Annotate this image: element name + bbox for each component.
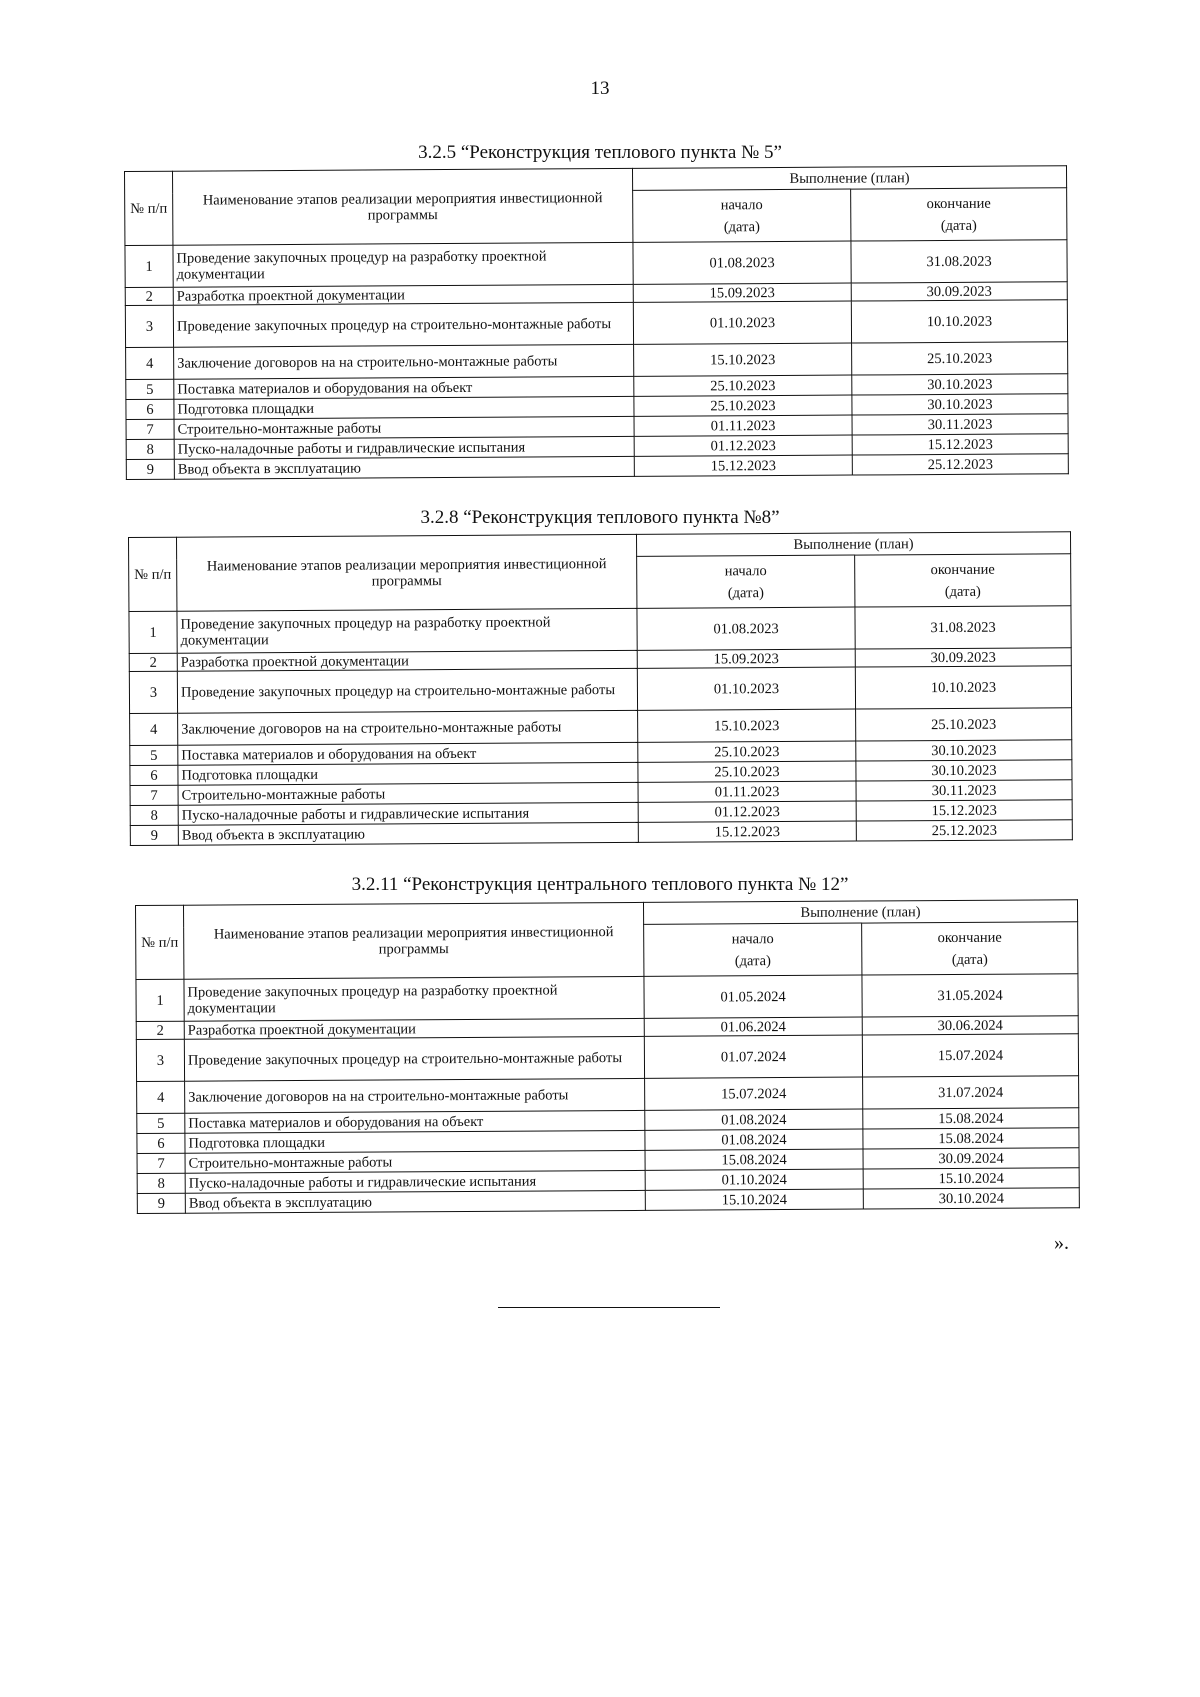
end-date: 30.11.2023 [852,414,1068,435]
end-date: 30.09.2023 [851,282,1067,301]
column-header-start-date: начало (дата) [633,189,851,242]
end-date: 31.05.2024 [862,974,1078,1017]
row-number: 7 [137,1153,185,1173]
stage-name: Заключение договоров на на строительно-монтажные работы [174,344,634,379]
column-header-stage-name: Наименование этапов реализации мероприятия инвестиционной программы [177,534,637,611]
column-header-end-date: окончание (дата) [851,188,1067,241]
stage-name: Проведение закупочных процедур на разработку проектной документации [177,608,637,653]
end-date: 15.08.2024 [863,1108,1079,1129]
row-number: 4 [126,347,174,379]
column-header-plan: Выполнение (план) [632,166,1066,191]
section-title: 3.2.8 “Реконструкция теплового пункта №8” [420,507,780,528]
row-number: 7 [130,785,178,805]
start-date: 01.06.2024 [644,1017,862,1036]
end-date: 25.12.2023 [856,820,1072,841]
end-date: 10.10.2023 [855,666,1071,709]
end-date: 25.10.2023 [852,342,1068,375]
start-date: 01.08.2024 [645,1109,863,1130]
end-date: 31.08.2023 [851,240,1067,283]
table-row [125,300,1067,348]
stage-name: Пуско-наладочные работы и гидравлические испытания [185,1170,645,1193]
end-date: 15.07.2024 [862,1034,1078,1077]
end-date: 30.10.2023 [852,394,1068,415]
stage-name: Проведение закупочных процедур на строительно-монтажные работы [173,302,633,347]
column-header-number: № п/п [125,171,173,245]
stage-name: Строительно-монтажные работы [185,1150,645,1173]
column-header-plan: Выполнение (план) [643,900,1077,925]
end-date: 10.10.2023 [851,300,1067,343]
row-number: 5 [137,1113,185,1133]
end-date: 30.09.2024 [863,1148,1079,1169]
start-date: 25.10.2023 [634,375,852,396]
stage-name: Проведение закупочных процедур на разработку проектной документации [184,976,644,1021]
table-row [125,240,1067,288]
table-row [129,606,1071,654]
stage-name: Разработка проектной документации [184,1018,644,1039]
row-number: 1 [125,245,173,287]
start-date: 25.10.2023 [638,741,856,762]
stage-name: Заключение договоров на на строительно-монтажные работы [178,710,638,745]
end-date: 30.10.2023 [856,740,1072,761]
column-header-start-date: начало (дата) [637,555,855,608]
row-number: 1 [136,979,184,1021]
start-date: 15.12.2023 [634,455,852,476]
stage-name: Ввод объекта в эксплуатацию [174,456,634,479]
start-date: 01.10.2024 [645,1169,863,1190]
end-date: 15.12.2023 [852,434,1068,455]
end-date: 25.12.2023 [852,454,1068,475]
start-date: 01.11.2023 [638,781,856,802]
stage-name: Строительно-монтажные работы [174,416,634,439]
stage-name: Заключение договоров на на строительно-монтажные работы [185,1078,645,1113]
start-date: 01.11.2023 [634,415,852,436]
stage-name: Ввод объекта в эксплуатацию [185,1190,645,1213]
end-date: 31.08.2023 [855,606,1071,649]
section-title: 3.2.11 “Реконструкция центрального теплового пункта № 12” [351,874,849,895]
start-date: 01.07.2024 [644,1035,862,1078]
start-date: 01.08.2023 [637,607,855,650]
start-date: 15.09.2023 [637,649,855,668]
stage-name: Пуско-наладочные работы и гидравлические испытания [178,802,638,825]
start-date: 01.10.2023 [637,667,855,710]
section-title: 3.2.5 “Реконструкция теплового пункта № 5” [418,142,782,163]
closing-quote: ». [1054,1232,1069,1254]
column-header-plan: Выполнение (план) [636,532,1070,557]
end-date: 30.11.2023 [856,780,1072,801]
start-date: 15.10.2024 [645,1189,863,1210]
row-number: 4 [137,1081,185,1113]
stage-name: Пуско-наладочные работы и гидравлические испытания [174,436,634,459]
stage-name: Подготовка площадки [185,1130,645,1153]
end-divider-line [498,1307,720,1308]
end-date: 15.08.2024 [863,1128,1079,1149]
row-number: 2 [129,653,177,671]
row-number: 3 [129,671,177,713]
row-number: 9 [126,459,174,479]
row-number: 2 [125,287,173,305]
column-header-start-date: начало (дата) [644,923,862,976]
row-number: 8 [126,439,174,459]
table-row [129,666,1071,714]
start-date: 01.05.2024 [644,975,862,1018]
start-date: 15.07.2024 [645,1077,863,1110]
end-date: 31.07.2024 [863,1076,1079,1109]
stage-name: Разработка проектной документации [173,284,633,305]
column-header-stage-name: Наименование этапов реализации мероприятия инвестиционной программы [184,902,644,979]
start-date: 15.12.2023 [638,821,856,842]
column-header-end-date: окончание (дата) [855,554,1071,607]
end-date: 30.06.2024 [862,1016,1078,1035]
stage-name: Проведение закупочных процедур на разработку проектной документации [173,242,633,287]
start-date: 01.12.2023 [638,801,856,822]
row-number: 5 [130,745,178,765]
table-row [136,1034,1078,1082]
stage-name: Подготовка площадки [174,396,634,419]
column-header-end-date: окончание (дата) [862,922,1078,975]
end-date: 30.10.2023 [856,760,1072,781]
column-header-number: № п/п [129,537,177,611]
row-number: 1 [129,611,177,653]
stage-name: Поставка материалов и оборудования на объект [185,1110,645,1133]
end-date: 25.10.2023 [856,708,1072,741]
schedule-table [124,165,1069,480]
schedule-table [128,531,1073,846]
row-number: 3 [125,305,173,347]
start-date: 25.10.2023 [638,761,856,782]
row-number: 9 [137,1193,185,1213]
start-date: 25.10.2023 [634,395,852,416]
end-date: 30.10.2024 [863,1188,1079,1209]
row-number: 7 [126,419,174,439]
stage-name: Поставка материалов и оборудования на объект [174,376,634,399]
row-number: 4 [130,713,178,745]
end-date: 30.09.2023 [855,648,1071,667]
stage-name: Строительно-монтажные работы [178,782,638,805]
start-date: 01.08.2023 [633,241,851,284]
stage-name: Разработка проектной документации [177,650,637,671]
stage-name: Проведение закупочных процедур на строительно-монтажные работы [177,668,637,713]
row-number: 6 [130,765,178,785]
start-date: 15.09.2023 [633,283,851,302]
table-row [136,974,1078,1022]
page-number: 13 [590,78,610,99]
row-number: 8 [137,1173,185,1193]
schedule-table [135,899,1080,1214]
column-header-number: № п/п [136,905,184,979]
stage-name: Поставка материалов и оборудования на объект [178,742,638,765]
row-number: 5 [126,379,174,399]
row-number: 2 [136,1021,184,1039]
start-date: 01.08.2024 [645,1129,863,1150]
row-number: 9 [130,825,178,845]
column-header-stage-name: Наименование этапов реализации мероприятия инвестиционной программы [173,168,633,245]
start-date: 15.10.2023 [638,709,856,742]
row-number: 3 [136,1039,184,1081]
end-date: 15.10.2024 [863,1168,1079,1189]
start-date: 01.12.2023 [634,435,852,456]
end-date: 15.12.2023 [856,800,1072,821]
stage-name: Ввод объекта в эксплуатацию [178,822,638,845]
stage-name: Подготовка площадки [178,762,638,785]
row-number: 8 [130,805,178,825]
row-number: 6 [137,1133,185,1153]
stage-name: Проведение закупочных процедур на строительно-монтажные работы [184,1036,644,1081]
start-date: 15.10.2023 [634,343,852,376]
end-date: 30.10.2023 [852,374,1068,395]
start-date: 01.10.2023 [633,301,851,344]
row-number: 6 [126,399,174,419]
start-date: 15.08.2024 [645,1149,863,1170]
